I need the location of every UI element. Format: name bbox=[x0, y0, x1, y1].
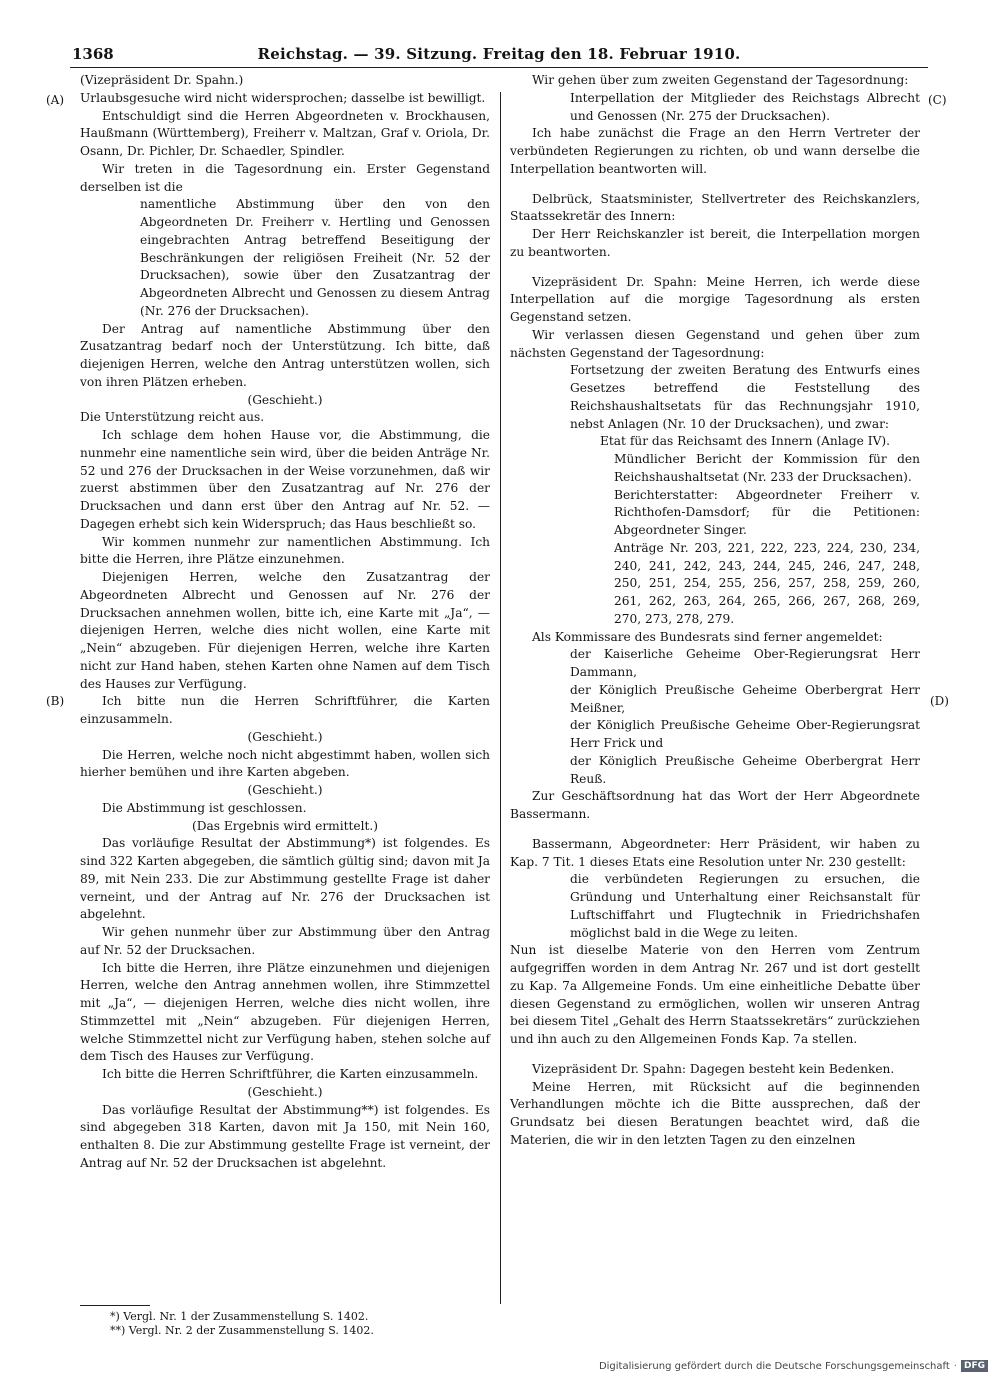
paragraph: Wir gehen über zum zweiten Gegenstand der Tagesordnung: bbox=[532, 73, 909, 87]
paragraph: Entschuldigt sind die Herren Abgeordneten v. Brockhausen, Haußmann (Württemberg), Freiherr v. Maltzan, Graf v. Oriola, Dr. Osann, Dr. Pichler, Dr. Schaedler, Spindler. bbox=[80, 108, 490, 158]
footnote-rule bbox=[80, 1305, 150, 1306]
paragraph: Zur Geschäftsordnung hat das Wort der Herr Abgeordnete Bassermann. bbox=[510, 789, 920, 821]
dfg-logo: DFG bbox=[961, 1360, 988, 1372]
paragraph: Vizepräsident Dr. Spahn: Dagegen besteht kein Bedenken. bbox=[532, 1061, 895, 1076]
paragraph: Wir treten in die Tagesordnung ein. Erster Gegenstand derselben ist die bbox=[80, 161, 490, 194]
paragraph: Ich bitte die Herren Schriftführer, die Karten einzusammeln. bbox=[102, 1067, 479, 1081]
paragraph: Das vorläufige Resultat der Abstimmung*) ist folgendes. Es sind 322 Karten abgegeben, die sämtlich gültig sind; davon mit Ja 89, mit Nein 233. Die zur Abstimmung gestellte Frage ist daher verneint, und der Antrag auf Nr. 276 der Drucksachen ist abgelehnt. bbox=[80, 836, 490, 922]
agenda-item: Interpellation der Mitglieder des Reichstags Albrecht und Genossen (Nr. 275 der Drucksachen). bbox=[570, 90, 920, 123]
agenda-subitem: Etat für das Reichsamt des Innern (Anlage IV). bbox=[600, 434, 891, 449]
margin-mark-c: (C) bbox=[928, 93, 947, 107]
running-title: Reichstag. — 39. Sitzung. Freitag den 18. Februar 1910. bbox=[257, 45, 741, 63]
paragraph: Urlaubsgesuche wird nicht widersprochen; dasselbe ist bewilligt. bbox=[80, 90, 486, 105]
commissioner-entry: der Königlich Preußische Geheime Oberbergrat Herr Meißner, bbox=[570, 682, 920, 715]
speaker-line: Bassermann, Abgeordneter: Herr Präsident, wir haben zu Kap. 7 Tit. 1 dieses Etats eine Resolution unter Nr. 230 gestellt: bbox=[510, 836, 920, 869]
stage-direction: (Geschieht.) bbox=[247, 783, 323, 797]
paragraph: Ich schlage dem hohen Hause vor, die Abstimmung, die nunmehr eine namentliche sein wird, über die beiden Anträge Nr. 52 und 276 der Drucksachen in der Weise vorzunehmen, daß wir zuerst abstimmen über den Zusatzantrag auf Nr. 276 der Drucksachen und dann erst über den Antrag auf Nr. 52. — Dagegen erhebt sich kein Widerspruch; das Haus beschließt so. bbox=[80, 428, 490, 531]
speaker-note: (Vizepräsident Dr. Spahn.) bbox=[80, 73, 244, 87]
paragraph: Diejenigen Herren, welche den Zusatzantrag der Abgeordneten Albrecht und Genossen auf Nr. 276 der Drucksachen annehmen wollen, bitte ich, eine Karte mit „Ja“, — diejenigen Herren, welche dies nicht wollen, eine Karte mit „Nein“ abzugeben. Für diejenigen Herren, welche ihre Karten nicht zur Hand haben, stehen Karten ohne Namen auf dem Tisch des Hauses zur Verfügung. bbox=[80, 570, 490, 691]
commissioner-entry: der Königlich Preußische Geheime Ober-Regierungsrat Herr Frick und bbox=[570, 718, 920, 750]
paragraph: Meine Herren, mit Rücksicht auf die beginnenden Verhandlungen möchte ich die Bitte aussprechen, daß der Grundsatz bei diesen Beratungen beachtet wird, daß die Materien, die wir in den letzten Tagen zu den einzelnen bbox=[510, 1079, 920, 1147]
left-column bbox=[80, 72, 490, 1173]
paragraph: Vizepräsident Dr. Spahn: Meine Herren, ich werde diese Interpellation auf die morgige Tagesordnung als ersten Gegenstand setzen. bbox=[510, 274, 920, 324]
margin-mark-d: (D) bbox=[930, 694, 949, 708]
stage-direction: (Geschieht.) bbox=[247, 1084, 323, 1099]
paragraph: Wir verlassen diesen Gegenstand und gehen über zum nächsten Gegenstand der Tagesordnung: bbox=[510, 327, 920, 360]
digitization-credit bbox=[599, 1360, 988, 1372]
agenda-detail: Mündlicher Bericht der Kommission für den Reichshaushaltsetat (Nr. 233 der Drucksachen). bbox=[614, 452, 920, 484]
page-header bbox=[70, 45, 928, 68]
paragraph: Der Herr Reichskanzler ist bereit, die Interpellation morgen zu beantworten. bbox=[510, 227, 920, 259]
paragraph: Ich bitte nun die Herren Schriftführer, die Karten einzusammeln. bbox=[80, 694, 490, 726]
stage-direction: (Geschieht.) bbox=[247, 392, 323, 407]
resolution-text: die verbündeten Regierungen zu ersuchen, die Gründung und Unterhaltung einer Reichsanstalt für Luftschiffahrt und Flugtechnik in Friedrichshafen möglichst bald in die Wege zu leiten. bbox=[570, 872, 920, 940]
agenda-item: Fortsetzung der zweiten Beratung des Entwurfs eines Gesetzes betreffend die Feststellung des Reichshaushaltsetats für das Rechnungsjahr 1910, nebst Anlagen (Nr. 10 der Drucksachen), und zwar: bbox=[570, 363, 920, 431]
right-column bbox=[510, 72, 920, 1150]
commissioner-entry: der Königlich Preußische Geheime Oberbergrat Herr Reuß. bbox=[570, 753, 920, 786]
paragraph: Die Herren, welche noch nicht abgestimmt haben, wollen sich hierher bemühen und ihre Karten abgeben. bbox=[80, 747, 490, 780]
margin-mark-a: (A) bbox=[46, 93, 65, 107]
speaker-line: Delbrück, Staatsminister, Stellvertreter des Reichskanzlers, Staatssekretär des Innern: bbox=[510, 191, 920, 224]
margin-mark-b: (B) bbox=[46, 694, 65, 708]
paragraph: Die Abstimmung ist geschlossen. bbox=[102, 800, 307, 815]
separator-dot-icon: · bbox=[953, 1360, 957, 1372]
paragraph: Wir gehen nunmehr über zur Abstimmung über den Antrag auf Nr. 52 der Drucksachen. bbox=[80, 925, 490, 957]
paragraph: Ich habe zunächst die Frage an den Herrn Vertreter der verbündeten Regierungen zu richten, ob und wann derselbe die Interpellation beantworten will. bbox=[510, 126, 920, 176]
stage-direction: (Das Ergebnis wird ermittelt.) bbox=[191, 818, 379, 833]
paragraph: Wir kommen nunmehr zur namentlichen Abstimmung. Ich bitte die Herren, ihre Plätze einzunehmen. bbox=[80, 534, 490, 567]
footnote: *) Vergl. Nr. 1 der Zusammenstellung S. 1402. bbox=[110, 1310, 369, 1323]
stage-direction: (Geschieht.) bbox=[247, 729, 323, 744]
footnote: **) Vergl. Nr. 2 der Zusammenstellung S. 1402. bbox=[110, 1324, 374, 1337]
credit-text: Digitalisierung gefördert durch die Deutsche Forschungsgemeinschaft bbox=[598, 1360, 950, 1372]
paragraph: Der Antrag auf namentliche Abstimmung über den Zusatzantrag bedarf noch der Unterstützung. Ich bitte, daß diejenigen Herren, welche den Antrag unterstützen wollen, sich von ihren Plätzen erheben. bbox=[80, 321, 490, 389]
paragraph: Ich bitte die Herren, ihre Plätze einzunehmen und diejenigen Herren, welche den Antrag annehmen wollen, ihre Stimmzettel mit „Ja“, — diejenigen Herren, welche dies nicht wollen, ihre Stimmzettel mit „Nein“ abzugeben. Für diejenigen Herren, welche Stimmzettel nicht zur Verfügung haben, stehen solche auf dem Tisch des Hauses zur Verfügung. bbox=[80, 960, 490, 1064]
page-number: 1368 bbox=[72, 45, 114, 63]
column-divider bbox=[500, 92, 501, 1304]
paragraph: Das vorläufige Resultat der Abstimmung**) ist folgendes. Es sind abgegeben 318 Karten, davon mit Ja 150, mit Nein 160, enthalten 8. Die zur Abstimmung gestellte Frage ist verneint, der Antrag auf Nr. 52 der Drucksachen ist abgelehnt. bbox=[80, 1102, 490, 1170]
paragraph: Als Kommissare des Bundesrats sind ferner angemeldet: bbox=[532, 629, 883, 644]
paragraph: Nun ist dieselbe Materie von den Herren vom Zentrum aufgegriffen worden in dem Antrag Nr. 267 und ist dort gestellt zu Kap. 7a Allgemeine Fonds. Um eine einheitliche Debatte über diesen Gegenstand zu ermöglichen, wollen wir unseren Antrag bei diesem Titel „Gehalt des Herrn Staatssekretärs“ zurückziehen und ihn auch zu den Allgemeinen Fonds Kap. 7a stellen. bbox=[510, 943, 920, 1046]
agenda-item: namentliche Abstimmung über den von den Abgeordneten Dr. Freiherr v. Hertling und Genossen eingebrachten Antrag betreffend Beseitigung der Beschränkungen der religiösen Freiheit (Nr. 52 der Drucksachen), sowie über den Zusatzantrag der Abgeordneten Albrecht und Genossen zu diesem Antrag (Nr. 276 der Drucksachen). bbox=[140, 197, 490, 318]
agenda-detail: Anträge Nr. 203, 221, 222, 223, 224, 230, 234, 240, 241, 242, 243, 244, 245, 246, 247, 248, 250, 251, 254, 255, 256, 257, 258, 259, 260, 261, 262, 263, 264, 265, 266, 267, 268, 269, 270, 273, 278, 279. bbox=[614, 540, 920, 626]
agenda-detail: Berichterstatter: Abgeordneter Freiherr v. Richthofen-Damsdorf; für die Petitionen: Abgeordneter Singer. bbox=[614, 487, 920, 537]
paragraph: Die Unterstützung reicht aus. bbox=[80, 410, 265, 425]
commissioner-entry: der Kaiserliche Geheime Ober-Regierungsrat Herr Dammann, bbox=[570, 647, 920, 679]
